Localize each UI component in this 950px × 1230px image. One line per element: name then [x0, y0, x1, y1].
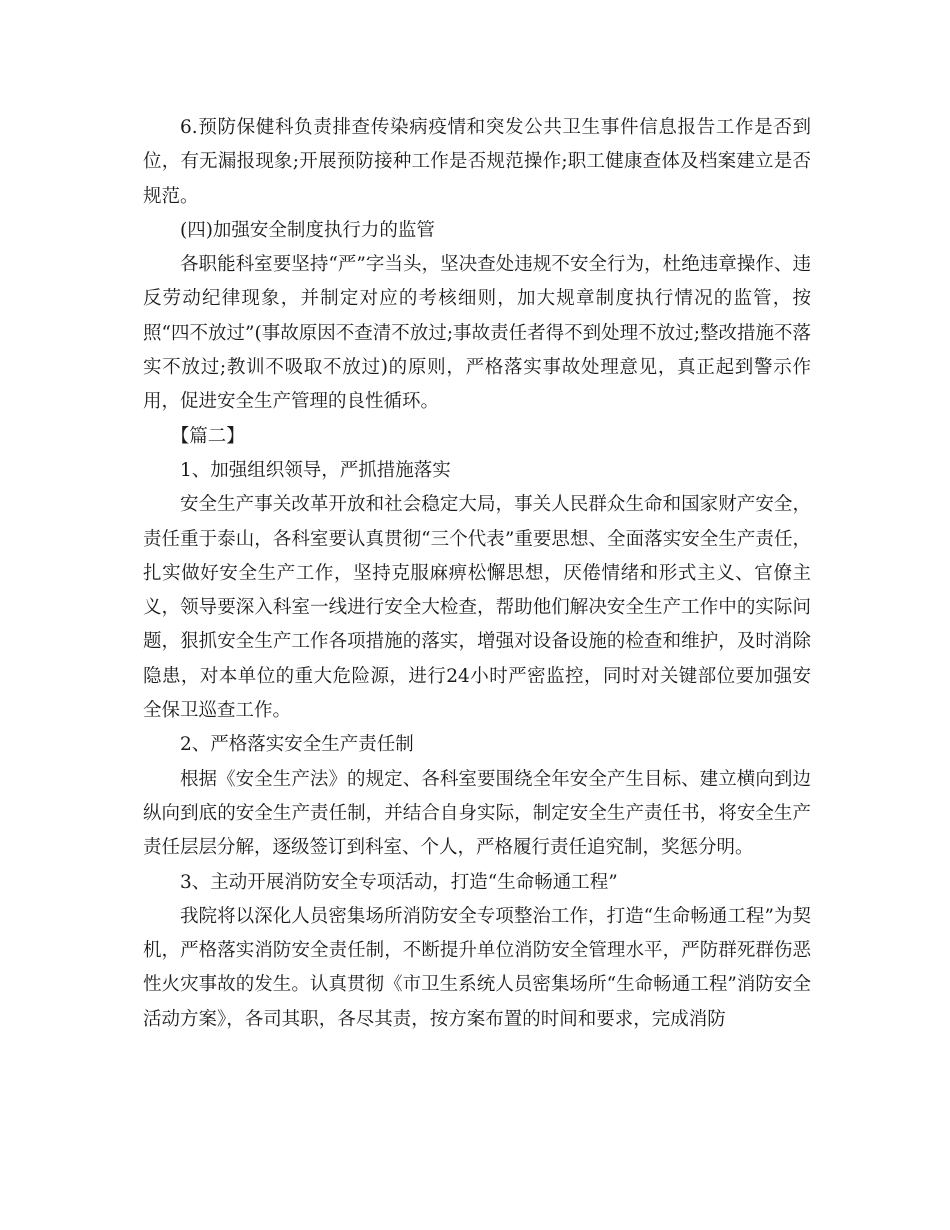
section-tag-part-two: 【篇二】 — [170, 425, 245, 447]
paragraph-organization: 安全生产事关改革开放和社会稳定大局，事关人民群众生命和国家财产安全，责任重于泰山，各科室要认真贯彻“三个代表”重要思想、全面落实安全生产责任，扎实做好安全生产工作，坚持克服麻痹松懈思想，厌倦情绪和形式主义、官僚主义，领导要深入科室一线进行安全大检查，帮助他们解决安全生产工作中的实际问题，狠抓安全生产工作各项措施的落实，增强对设备设施的检查和维护，及时消除隐患，对本单位的重大危险源，进行24小时严密监控，同时对关键部位要加强安全保卫巡查工作。 — [143, 494, 811, 722]
heading-responsibility: 2、严格落实安全生产责任制 — [180, 734, 414, 756]
document-page — [143, 111, 811, 1037]
paragraph-item-6: 6.预防保健科负责排查传染病疫情和突发公共卫生事件信息报告工作是否到位，有无漏报现象;开展预防接种工作是否规范操作;职工健康查体及档案建立是否规范。 — [143, 117, 811, 207]
section-heading-4: (四)加强安全制度执行力的监管 — [180, 219, 435, 241]
heading-organization: 1、加强组织领导，严抓措施落实 — [180, 459, 451, 481]
heading-fire-safety: 3、主动开展消防安全专项活动，打造“生命畅通工程” — [180, 871, 618, 893]
paragraph-fire-safety: 我院将以深化人员密集场所消防安全专项整治工作，打造“生命畅通工程”为契机，严格落实消防安全责任制，不断提升单位消防安全管理水平，严防群死群伤恶性火灾事故的发生。认真贯彻《市卫生系统人员密集场所“生命畅通工程”消防安全活动方案》，各司其职，各尽其责，按方案布置的时间和要求，完成消防 — [143, 905, 811, 1030]
paragraph-supervision: 各职能科室要坚持“严”字当头，坚决查处违规不安全行为，杜绝违章操作、违反劳动纪律现象，并制定对应的考核细则，加大规章制度执行情况的监管，按照“四不放过”(事故原因不查清不放过;事故责任者得不到处理不放过;整改措施不落实不放过;教训不吸取不放过)的原则，严格落实事故处理意见，真正起到警示作用，促进安全生产管理的良性循环。 — [143, 254, 811, 413]
paragraph-responsibility: 根据《安全生产法》的规定、各科室要围绕全年安全产生目标、建立横向到边纵向到底的安全生产责任制，并结合自身实际，制定安全生产责任书，将安全生产责任层层分解，逐级签订到科室、个人，严格履行责任追究制，奖惩分明。 — [143, 768, 811, 859]
